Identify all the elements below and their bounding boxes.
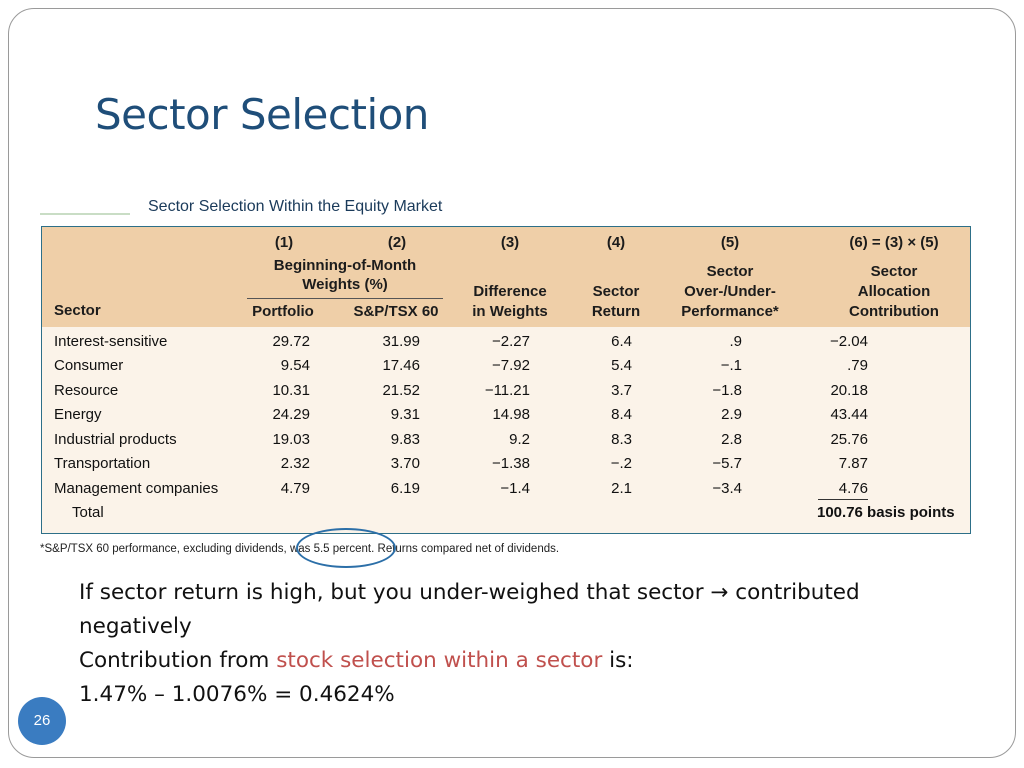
row-sptsx: 21.52 (382, 382, 420, 399)
header-performance-line1: Sector (706, 263, 754, 280)
row-sptsx: 31.99 (382, 333, 420, 350)
header-allocation-line3: Contribution (849, 303, 939, 320)
row-allocation: 25.76 (830, 431, 868, 448)
row-difference: −7.92 (492, 357, 530, 374)
row-performance: 2.8 (721, 431, 742, 448)
row-portfolio: 10.31 (272, 382, 310, 399)
row-return: 8.3 (611, 431, 632, 448)
body-line-3: 1.47% – 1.0076% = 0.4624% (79, 682, 395, 707)
col-number-4: (4) (606, 234, 626, 251)
header-return-line2: Return (591, 303, 641, 320)
header-portfolio: Portfolio (252, 303, 314, 320)
row-sector: Interest-sensitive (54, 333, 168, 350)
arrow-right-icon: → (710, 580, 729, 605)
row-sptsx: 3.70 (390, 455, 420, 472)
row-performance: 2.9 (721, 406, 742, 423)
header-sptsx: S&P/TSX 60 (353, 303, 439, 320)
body-line2-prefix: Contribution from (79, 648, 277, 673)
weights-group-underline (247, 298, 443, 299)
row-difference: −2.27 (492, 333, 530, 350)
total-sum-rule (818, 499, 868, 500)
row-performance: .9 (729, 333, 742, 350)
row-difference: −11.21 (484, 382, 530, 399)
body-line1-text: If sector return is high, but you under-weighed that sector (79, 580, 704, 605)
row-allocation: 20.18 (830, 382, 868, 399)
row-sector: Energy (54, 406, 102, 423)
table-footnote: *S&P/TSX 60 performance, excluding dividends, was 5.5 percent. Returns compared net of dividends. (40, 543, 560, 555)
body-line-2 (79, 644, 959, 678)
row-portfolio: 2.32 (280, 455, 310, 472)
header-difference-line2: in Weights (472, 303, 548, 320)
row-difference: −1.4 (500, 480, 530, 497)
row-performance: −1.8 (712, 382, 742, 399)
header-allocation-line2: Allocation (857, 283, 931, 300)
row-portfolio: 24.29 (272, 406, 310, 423)
page-number-badge: 26 (18, 697, 66, 745)
slide-body (79, 576, 959, 712)
row-allocation: 4.76 (838, 480, 868, 497)
row-return: 2.1 (611, 480, 632, 497)
body-line2-suffix: is: (602, 648, 634, 673)
row-sector: Management companies (54, 480, 219, 497)
col-number-2: (2) (387, 234, 407, 251)
row-return: 3.7 (611, 382, 632, 399)
weights-group-header-line2: Weights (%) (302, 276, 388, 293)
row-sptsx: 9.83 (390, 431, 420, 448)
header-sector: Sector (54, 302, 101, 319)
row-portfolio: 19.03 (272, 431, 310, 448)
col-number-1: (1) (274, 234, 294, 251)
row-difference: −1.38 (492, 455, 530, 472)
row-return: 8.4 (611, 406, 632, 423)
col-number-6: (6) = (3) × (5) (849, 234, 939, 251)
header-performance-line3: Performance* (681, 303, 779, 320)
header-difference-line1: Difference (473, 283, 547, 300)
row-allocation: 7.87 (838, 455, 868, 472)
header-allocation-line1: Sector (870, 263, 918, 280)
row-performance: −.1 (720, 357, 742, 374)
row-sector: Industrial products (54, 431, 177, 448)
row-return: 6.4 (611, 333, 632, 350)
row-portfolio: 29.72 (272, 333, 310, 350)
row-difference: 14.98 (492, 406, 530, 423)
row-portfolio: 9.54 (280, 357, 310, 374)
caption-divider (40, 213, 130, 215)
row-sptsx: 9.31 (390, 406, 420, 423)
row-difference: 9.2 (509, 431, 530, 448)
body-line1-tail: contributed negatively (79, 580, 860, 639)
slide-title: Sector Selection (95, 90, 429, 139)
row-return: −.2 (610, 455, 632, 472)
row-sector: Transportation (54, 455, 151, 472)
col-number-5: (5) (720, 234, 740, 251)
header-performance-line2: Over-/Under- (684, 283, 776, 300)
row-allocation: 43.44 (830, 406, 868, 423)
row-performance: −5.7 (712, 455, 742, 472)
total-label: Total (72, 504, 104, 521)
highlighted-phrase: stock selection within a sector (276, 648, 603, 673)
row-portfolio: 4.79 (280, 480, 310, 497)
col-number-3: (3) (500, 234, 520, 251)
sector-selection-table (41, 226, 971, 534)
row-return: 5.4 (611, 357, 632, 374)
row-allocation: −2.04 (830, 333, 868, 350)
header-return-line1: Sector (592, 283, 640, 300)
highlight-ellipse (296, 528, 396, 568)
total-value: 100.76 basis points (817, 504, 955, 521)
row-sector: Consumer (54, 357, 124, 374)
row-sptsx: 6.19 (390, 480, 420, 497)
row-sector: Resource (54, 382, 119, 399)
body-line-1 (79, 576, 959, 644)
row-performance: −3.4 (712, 480, 742, 497)
table-caption: Sector Selection Within the Equity Market (148, 198, 443, 215)
weights-group-header-line1: Beginning-of-Month (273, 257, 417, 274)
row-sptsx: 17.46 (382, 357, 420, 374)
row-allocation: .79 (847, 357, 868, 374)
